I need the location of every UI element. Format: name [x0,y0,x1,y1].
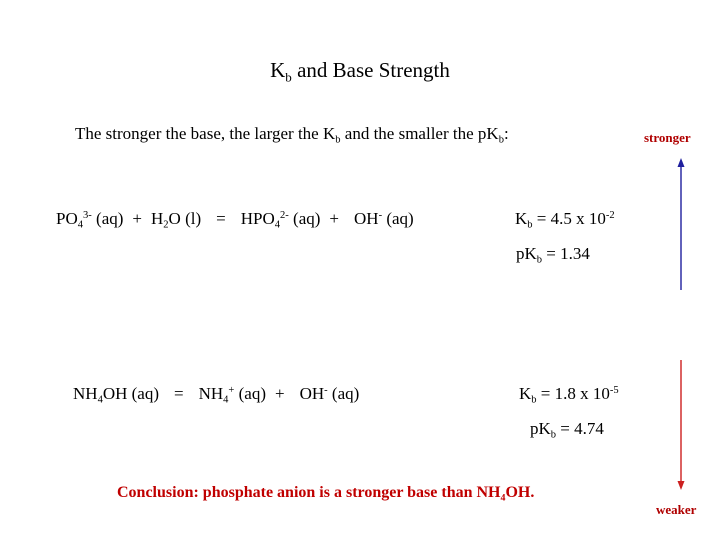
strength-scale-arrows [660,150,700,500]
kb-phosphate: $K_b = 4.5$ x $10^{-2}$ [515,209,615,231]
equation-ammonium-hydroxide: $NH_4OH$ $(aq) = NH_4^+$ (aq) + OH- (aq) [73,384,360,406]
slide-title: $K_b$ and Base Strength [270,58,450,85]
kb-ammonium-hydroxide: $K_b = 1.8$ x $10^{-5}$ [519,384,619,406]
equation-phosphate: $PO_4^{3-}$ $(aq) + H_2O$ $(l) = HPO_4^{2-}$ (aq) + OH- (aq) [56,209,414,231]
stronger-label: stronger [644,130,691,145]
conclusion-text: Conclusion: phosphate anion is a stronger base than $NH_4OH$. [117,484,535,504]
intro-statement: The stronger the base, the larger the $K_b$ and the smaller the $pK_b$: [75,124,509,146]
arrow-down-head [678,481,685,490]
pkb-ammonium-hydroxide: $pK_b = 4.74$ [530,419,604,441]
arrow-up-head [678,158,685,167]
weaker-label: weaker [656,502,697,517]
pkb-phosphate: $pK_b = 1.34$ [516,244,590,266]
